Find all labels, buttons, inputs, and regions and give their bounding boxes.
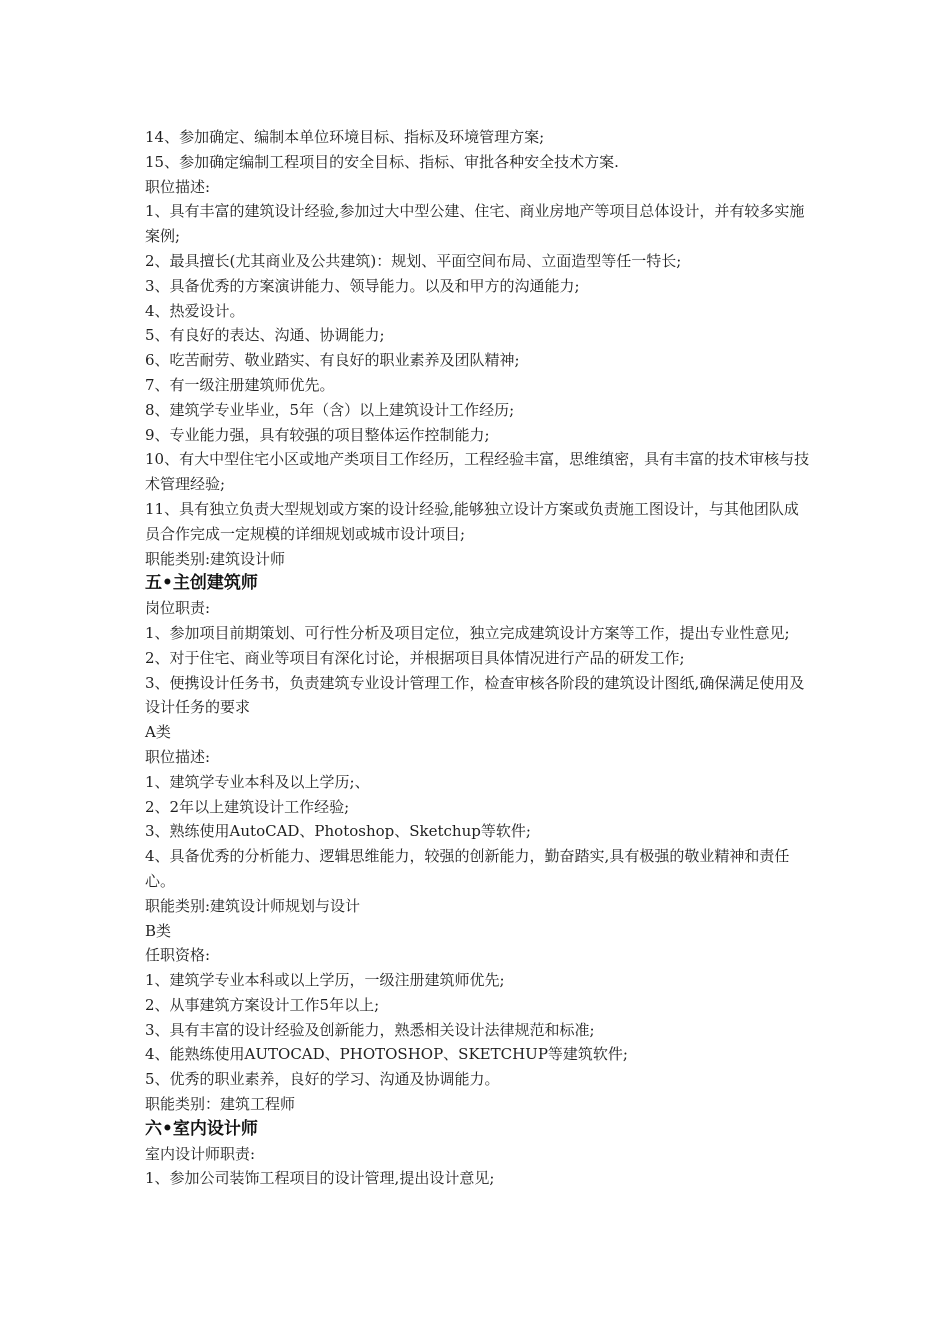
paragraph-line: 1、参加项目前期策划、可行性分析及项目定位，独立完成建筑设计方案等工作，提出专业性意见; — [145, 623, 790, 642]
paragraph-line: 4、热爱设计。 — [145, 301, 245, 320]
paragraph-line: 职位描述: — [145, 177, 211, 196]
paragraph-line: 2、最具擅长(尤其商业及公共建筑)：规划、平面空间布局、立面造型等任一特长; — [145, 251, 682, 270]
paragraph-line: A类 — [145, 723, 171, 742]
paragraph-line: 4、具备优秀的分析能力、逻辑思维能力，较强的创新能力，勤奋踏实,具有极强的敬业精神和责任心。 — [145, 847, 790, 890]
paragraph-line: 8、建筑学专业毕业，5年（含）以上建筑设计工作经历; — [145, 400, 515, 419]
paragraph-line: 9、专业能力强，具有较强的项目整体运作控制能力; — [145, 425, 490, 444]
paragraph-line: 10、有大中型住宅小区或地产类项目工作经历，工程经验丰富，思维缜密，具有丰富的技术审核与技术管理经验; — [145, 450, 810, 494]
paragraph-line: B类 — [145, 921, 172, 940]
paragraph-line: 1、建筑学专业本科或以上学历，一级注册建筑师优先; — [145, 971, 505, 990]
paragraph-line: 职位描述: — [145, 747, 211, 766]
paragraph-line: 2、2年以上建筑设计工作经验; — [145, 797, 350, 816]
paragraph-line: 7、有一级注册建筑师优先。 — [145, 375, 335, 394]
paragraph-line: 职能类别：建筑工程师 — [145, 1095, 296, 1114]
paragraph-line: 任职资格: — [145, 946, 211, 965]
paragraph-line: 1、具有丰富的建筑设计经验,参加过大中型公建、住宅、商业房地产等项目总体设计，并有较多实施案例; — [145, 202, 805, 246]
paragraph-line: 4、能熟练使用AUTOCAD、PHOTOSHOP、SKETCHUP等建筑软件; — [145, 1045, 628, 1064]
paragraph-line: 3、具有丰富的设计经验及创新能力，熟悉相关设计法律规范和标准; — [145, 1020, 595, 1039]
paragraph-line: 5、优秀的职业素养，良好的学习、沟通及协调能力。 — [145, 1070, 500, 1089]
paragraph-line: 5、有良好的表达、沟通、协调能力; — [145, 326, 385, 345]
paragraph-line: 职能类别:建筑设计师 — [145, 549, 286, 568]
paragraph-line: 6、吃苦耐劳、敬业踏实、有良好的职业素养及团队精神; — [145, 351, 520, 370]
document-body — [145, 125, 810, 1191]
paragraph-line: 2、从事建筑方案设计工作5年以上; — [145, 995, 380, 1014]
paragraph-line: 岗位职责: — [145, 599, 211, 618]
paragraph-line: 15、参加确定编制工程项目的安全目标、指标、审批各种安全技术方案. — [145, 152, 619, 171]
paragraph-line: 职能类别:建筑设计师规划与设计 — [145, 896, 361, 915]
section-heading: 五•主创建筑师 — [145, 573, 258, 594]
paragraph-line: 1、建筑学专业本科及以上学历;、 — [145, 772, 370, 791]
paragraph-line: 3、具备优秀的方案演讲能力、领导能力。以及和甲方的沟通能力; — [145, 276, 580, 295]
paragraph-line: 1、参加公司装饰工程项目的设计管理,提出设计意见; — [145, 1169, 495, 1188]
paragraph-line: 11、具有独立负责大型规划或方案的设计经验,能够独立设计方案或负责施工图设计，与其他团队成员合作完成一定规模的详细规划或城市设计项目; — [145, 499, 799, 543]
paragraph-line: 3、熟练使用AutoCAD、Photoshop、Sketchup等软件; — [145, 822, 531, 841]
paragraph-line: 2、对于住宅、商业等项目有深化讨论，并根据项目具体情况进行产品的研发工作; — [145, 648, 685, 667]
section-heading: 六•室内设计师 — [145, 1118, 258, 1139]
paragraph-line: 14、参加确定、编制本单位环境目标、指标及环境管理方案; — [145, 128, 545, 146]
paragraph-line: 3、便携设计任务书，负责建筑专业设计管理工作，检查审核各阶段的建筑设计图纸,确保满足使用及设计任务的要求 — [145, 673, 805, 717]
paragraph-line: 室内设计师职责: — [145, 1144, 256, 1163]
